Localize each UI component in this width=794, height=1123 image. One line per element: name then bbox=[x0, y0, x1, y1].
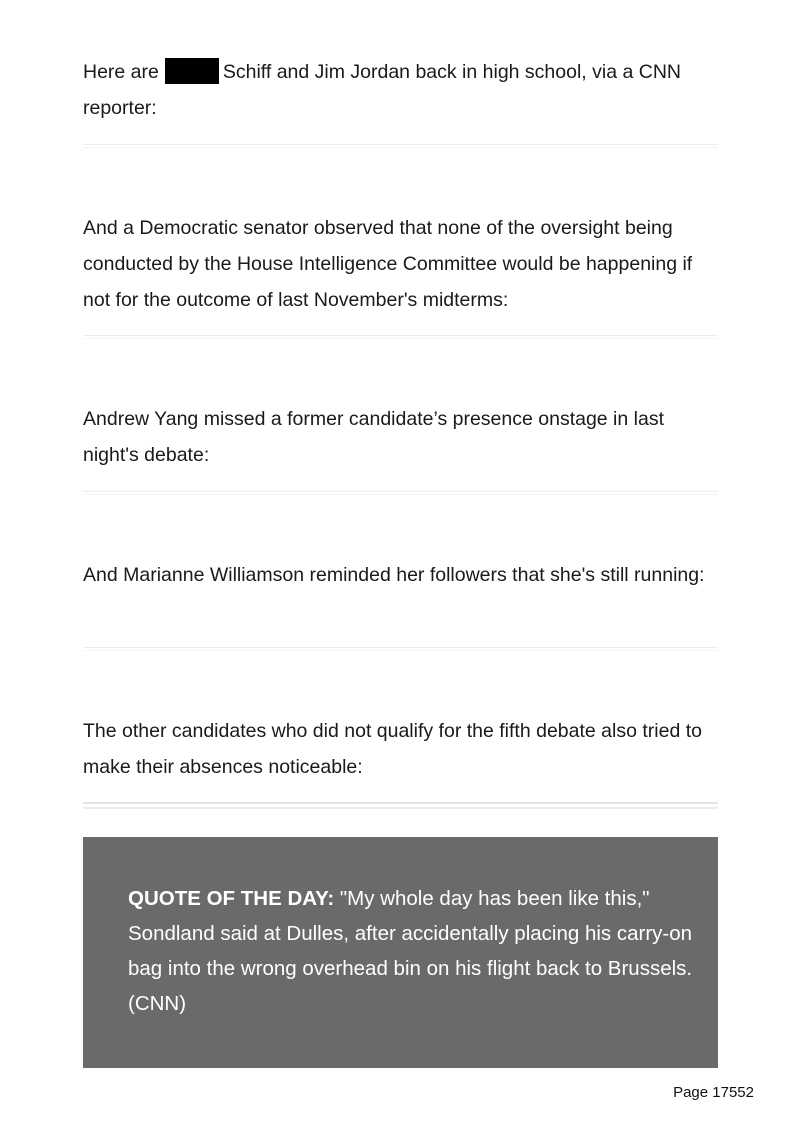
embed-divider bbox=[83, 802, 718, 809]
quote-of-the-day-box bbox=[83, 837, 718, 1068]
paragraph-text-start: Here are bbox=[83, 61, 159, 83]
redaction-box bbox=[165, 58, 219, 84]
embed-divider bbox=[83, 491, 718, 495]
embed-divider bbox=[83, 144, 718, 148]
paragraph-text-end: Schiff and Jim Jordan back in high school, via a CNN reporter: bbox=[83, 61, 681, 119]
embed-divider bbox=[83, 647, 718, 651]
paragraph-andrew-yang: Andrew Yang missed a former candidate’s presence onstage in last night's debate: bbox=[83, 408, 665, 466]
embed-divider bbox=[83, 335, 718, 339]
paragraph-schiff-jordan bbox=[83, 54, 723, 126]
quote-text: "My whole day has been like this," Sondland said at Dulles, after accidentally placing his carry-on bag into the wrong overhead bin on his flight back to Brussels. (CNN) bbox=[128, 887, 693, 1015]
quote-label: QUOTE OF THE DAY: bbox=[128, 887, 335, 910]
paragraph-democratic-senator: And a Democratic senator observed that none of the oversight being conducted by the House Intelligence Committee would be happening if not for the outcome of last November's midterms: bbox=[83, 217, 693, 311]
paragraph-other-candidates: The other candidates who did not qualify for the fifth debate also tried to make their absences noticeable: bbox=[83, 720, 702, 778]
paragraph-marianne-williamson: And Marianne Williamson reminded her followers that she's still running: bbox=[83, 564, 705, 586]
quote-body bbox=[128, 881, 703, 1021]
page-number: Page 17552 bbox=[673, 1084, 754, 1101]
